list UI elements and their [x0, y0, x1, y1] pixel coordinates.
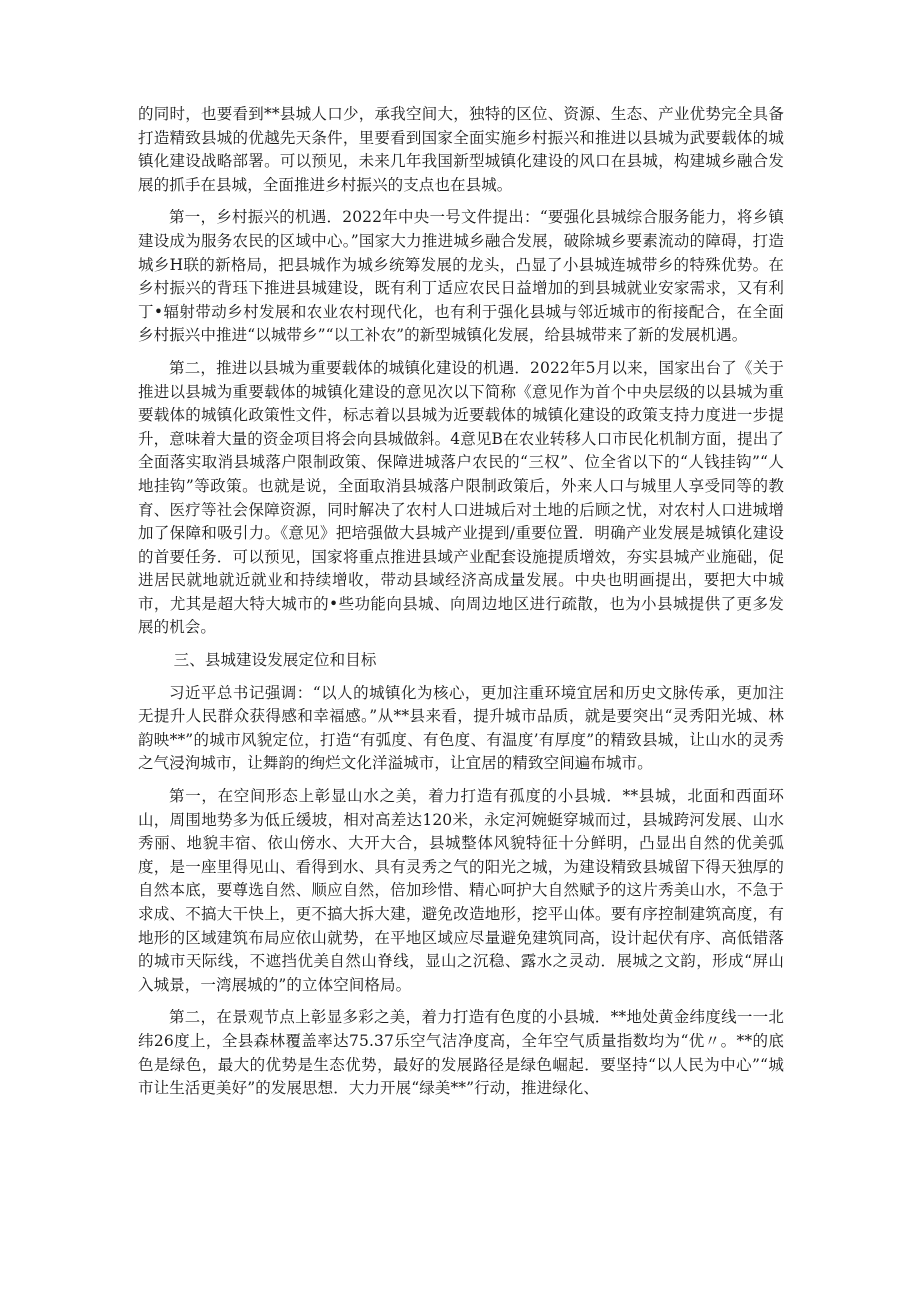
paragraph-positioning: 习近平总书记强调：“以人的城镇化为核心，更加注重环境宜居和历史文脉传承，更加注无提升人民群众获得感和幸福感。”从**县来看，提升城市品质，就是要突出“灵秀阳光城、林韵映**”的城市风貌定位，打造“有弧度、有色度、有温度’有厚度”的精致县城，让山水的灵秀之气浸洵城市，让舞韵的绚烂文化洋溢城市，让宜居的精致空间遍布城市。 [138, 683, 784, 773]
document-page [138, 103, 784, 1110]
paragraph-county-urbanization: 第二，推进以县城为重要载体的城镇化建设的机遇．2022年5月以来，国家出台了《关于推进以县城为重要载体的城镇化建设的意见次以下简称《意见作为首个中央层级的以县城为重要载体的城镇化政策性文件，标志着以县城为近要载体的城镇化建设的政策支持力度进一步提升，意味着大量的资金项目将会向县城做斜。4意见B在农业转移人口市民化机制方面，提出了全面落实取消县城落户限制政策、保障进城落户农民的“三权”、位全省以下的“人钱挂钩”“人地挂钩”等政策。也就是说，全面取消县城落户限制政策后，外来人口与城里人享受同等的教育、医疗等社会保障资源，同时解决了农村人口进城后对土地的后顾之忧，对农村人口进城增加了保障和吸引力。《意见》把培强做大县城产业提到/重要位置．明确产业发展是城镇化建设的首要任务．可以预见，国家将重点推进县域产业配套设施提质增效，夯实县城产业施础，促进居民就地就近就业和持续增收，带动县域经济高成量发展。中央也明画提出，要把大中城市，尤其是超大特大城市的•些功能向县城、向周边地区进行疏散，也为小县城提供了更多发展的机会。 [138, 358, 784, 637]
paragraph-rural-revitalization: 第一，乡村振兴的机遇．2022年中央一号文件提出：“要强化县城综合服务能力，将乡镇建设成为服务农民的区域中心。”国家大力推进城乡融合发展，破除城乡要素流动的障碍，打造城乡H联的新格局，把县城作为城乡统筹发展的龙头，凸显了小县城连城带乡的特殊优势。在乡村振兴的背珏下推进县城建设，既有利丁适应农民日益增加的到县城就业安家需求，又有利丁•辐射带动乡村发展和农业农村现代化，也有利于强化县城与邻近城市的衔接配合，在全面乡村振兴中推进“以城带乡”“以工补农”的新型城镇化发展，给县城带来了新的发展机遇。 [138, 208, 784, 345]
paragraph-spatial-form: 第一，在空间形态上彰显山水之美，着力打造有孤度的小县城．**县城，北面和西面环山，周围地势多为低丘缓坡，相对高差达120米，永定河婉蜓穿城而过，县城跨河发展、山水秀丽、地貌丰宿、依山傍水、大开大合，县城整体风貌特征十分鲜明，凸显出自然的优美弧度，是一座里得见山、看得到水、具有灵秀之气的阳光之城，为建设精致县城留下得天独厚的自然本底，要尊选自然、顺应自然，倍加珍惜、精心呵护大自然赋予的这片秀美山水，不急于求成、不搞大干快上，更不搞大拆大建，避免改造地形，挖平山体。要有序控制建筑高度，有地形的区域建筑布局应依山就势，在平地区域应尽量避免建筑同高，设计起伏有序、高低错落的城市天际线，不遮挡优美自然山脊线，显山之沉稳、露水之灵动．展城之文韵，形成“屏山入城景，一湾展城的”的立体空间格局。 [138, 787, 784, 994]
paragraph-intro-continuation: 的同时，也要看到**县城人口少，承我空间大，独特的区位、资源、生态、产业优势完全具备打造精致县城的优越先天条件，里要看到国家全面实施乡村振兴和推进以县城为武要载体的城镇化建设战略部署。可以预见，未来几年我国新型城镇化建设的风口在县城，构建城乡融合发展的抓手在县城，全面推进乡村振兴的支点也在县城。 [138, 105, 784, 194]
section-heading: 三、县城建设发展定位和目标 [173, 651, 377, 670]
paragraph-landscape-nodes: 第二，在景观节点上彰显多彩之美，着力打造有色度的小县城．**地处黄金纬度线一一北纬26度上，全县森林覆盖率达75.37乐空气洁净度高，全年空气质量指数均为“优〃。**的底色是绿色，最大的优势是生态优势，最好的发展路径是绿色崛起．要坚持“以人民为中心”“城市让生活更美好”的发展思想．大力开展“绿美**”行动，推进绿化、 [138, 1008, 784, 1098]
